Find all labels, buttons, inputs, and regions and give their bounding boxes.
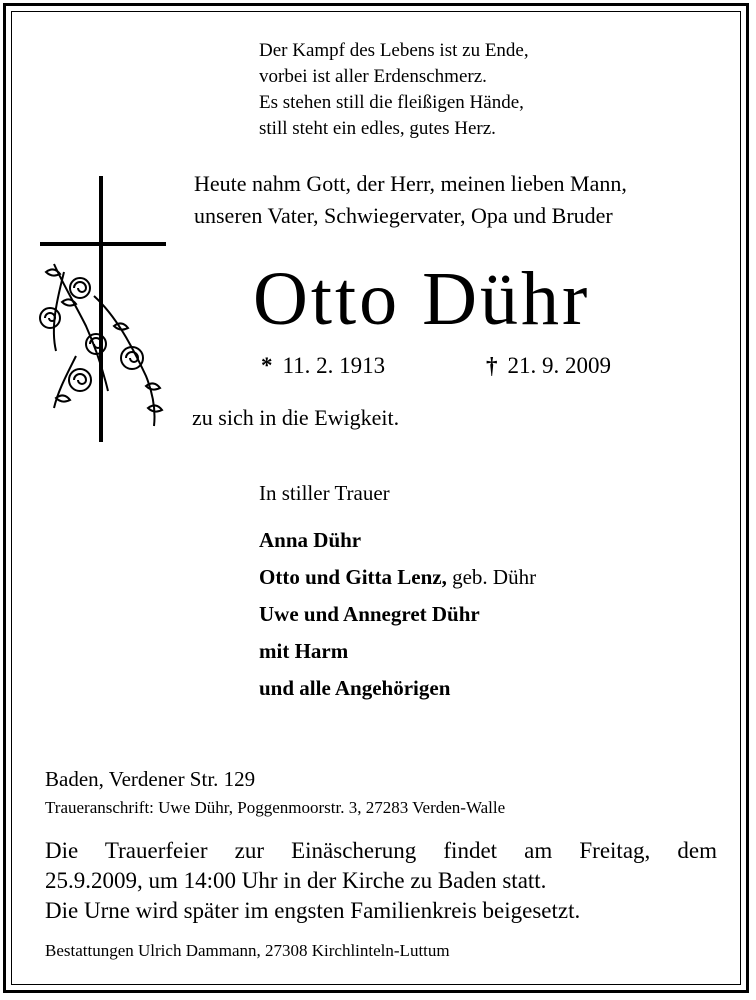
mourner-entry: und alle Angehörigen [259,676,451,700]
mourner-entry: Anna Dühr [259,528,362,552]
intro-line: unseren Vater, Schwiegervater, Opa und Bruder [194,203,613,228]
ceremony-line: Die Urne wird später im engsten Familienkreis beigesetzt. [45,898,581,923]
ewigkeit-text: zu sich in die Ewigkeit. [192,405,400,430]
poem [259,38,529,142]
traueranschrift: Traueranschrift: Uwe Dühr, Poggenmoorstr. 3, 27283 Verden-Walle [45,798,506,817]
mourning-heading: In stiller Trauer [259,481,390,505]
death-date [486,351,611,381]
mourner-entry: mit Harm [259,639,349,663]
ceremony-line: 25.9.2009, um 14:00 Uhr in der Kirche zu Baden statt. [45,868,547,893]
poem-line: Es stehen still die fleißigen Hände, [259,92,524,113]
poem-line: still steht ein edles, gutes Herz. [259,118,496,139]
ceremony-line: Die Trauerfeier zur Einäscherung findet am Freitag, dem [45,838,717,863]
death-date-value: 21. 9. 2009 [507,353,611,378]
birth-star-icon: * [261,353,273,378]
poem-line: Der Kampf des Lebens ist zu Ende, [259,40,529,61]
birth-date-value: 11. 2. 1913 [282,353,386,378]
birth-date [261,351,385,381]
deceased-name: Otto Dühr [253,257,591,341]
poem-line: vorbei ist aller Erdenschmerz. [259,66,487,87]
ceremony-text [45,836,717,926]
intro-line: Heute nahm Gott, der Herr, meinen lieben Mann, [194,171,627,196]
mourner-entry: Uwe und Annegret Dühr [259,602,480,626]
cross-with-roses-icon [36,176,176,446]
intro-text [194,168,627,232]
funeral-home: Bestattungen Ulrich Dammann, 27308 Kirchlinteln-Luttum [45,941,450,960]
home-address: Baden, Verdener Str. 129 [45,767,256,791]
mourner-entry: Otto und Gitta Lenz, geb. Dühr [259,565,537,589]
mourners-list [259,522,536,707]
death-cross-icon: † [486,353,498,378]
